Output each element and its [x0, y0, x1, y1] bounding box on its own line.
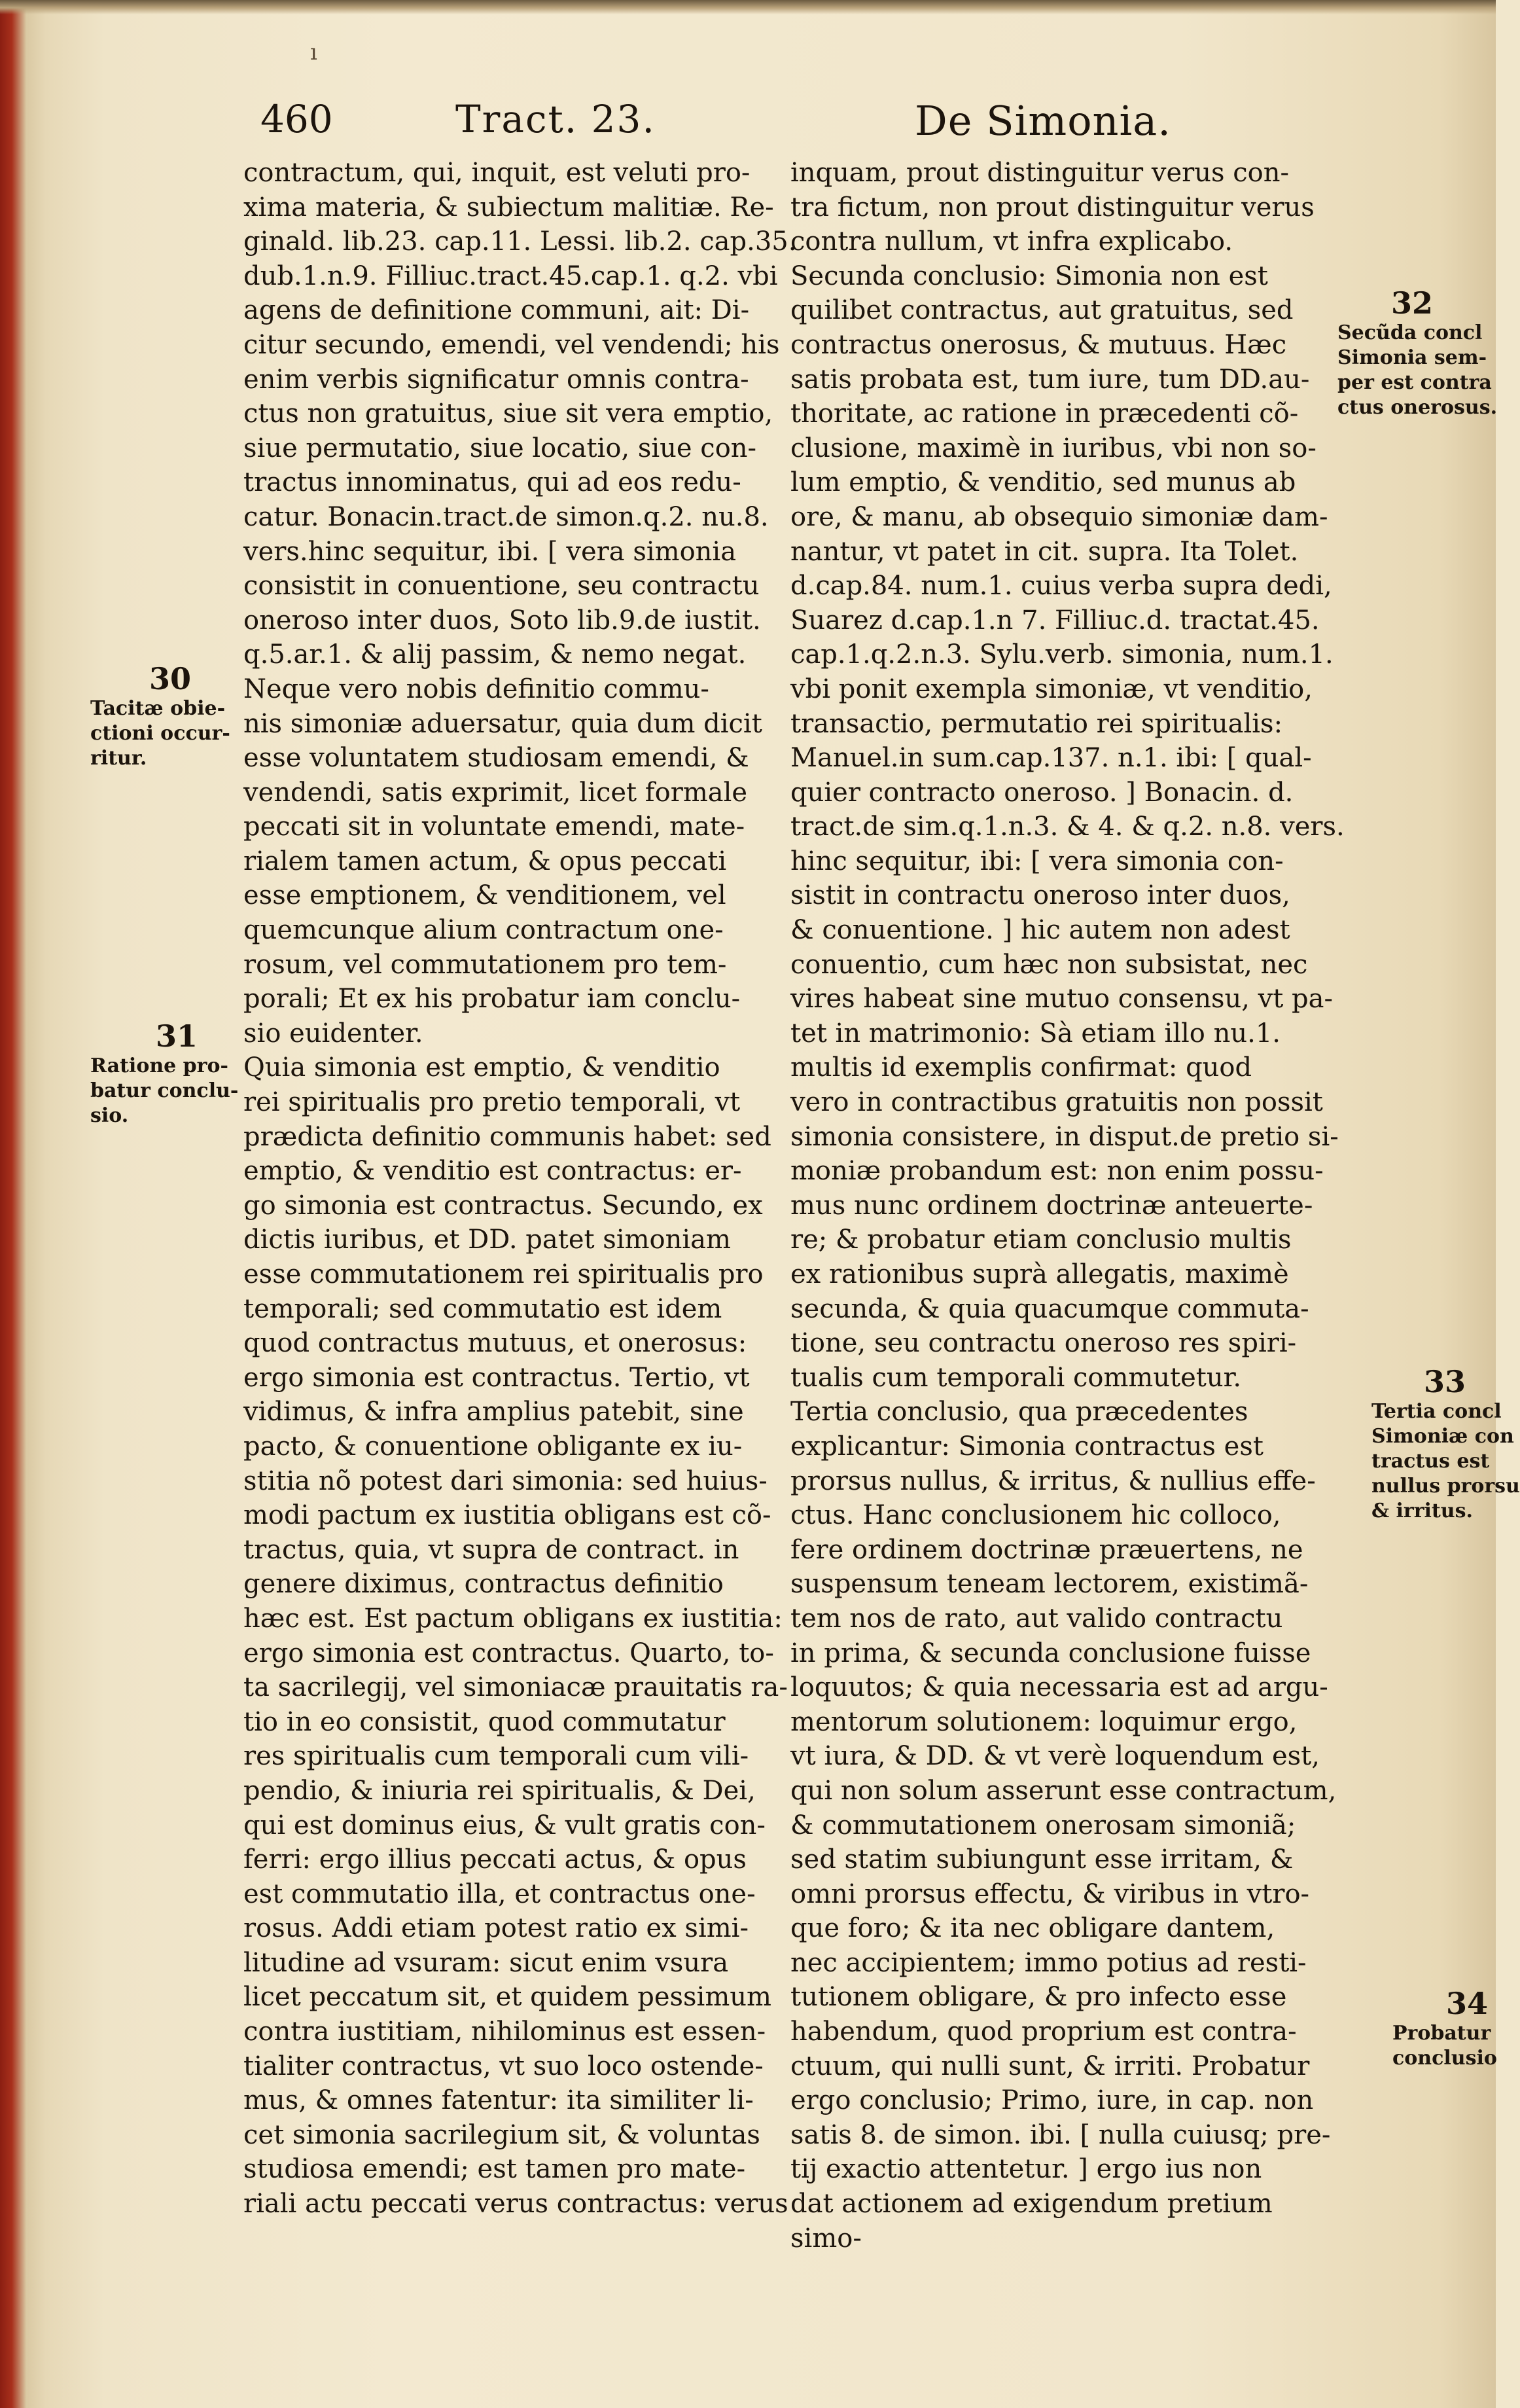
text-line: que foro; & ita nec obligare dantem, — [790, 1913, 1275, 1944]
margin-note-line: batur conclu- — [90, 1079, 239, 1102]
right-text-column — [790, 156, 1371, 2255]
margin-note-line: Simoniæ con — [1371, 1425, 1514, 1448]
margin-note-line: Tertia concl — [1371, 1400, 1502, 1423]
margin-note-34 — [1392, 1986, 1497, 2071]
text-line: tualis cum temporali commutetur. — [790, 1362, 1242, 1393]
text-line: vidimus, & infra amplius patebit, sine — [243, 1397, 744, 1428]
text-line: modi pactum ex iustitia obligans est cõ- — [243, 1500, 771, 1531]
text-line: tra fictum, non prout distinguitur verus — [790, 192, 1315, 223]
text-line: temporali; sed commutatio est idem — [243, 1293, 722, 1324]
text-line: tij exactio attentetur. ] ergo ius non — [790, 2154, 1262, 2185]
text-line: q.5.ar.1. & alij passim, & nemo negat. — [243, 639, 747, 670]
margin-note-line: Ratione pro- — [90, 1054, 228, 1077]
margin-note-line: conclusio — [1392, 2047, 1497, 2070]
text-line: ergo simonia est contractus. Quarto, to- — [243, 1638, 774, 1668]
text-line: qui non solum asserunt esse contractum, — [790, 1775, 1337, 1806]
red-page-edge — [0, 0, 26, 2408]
text-line: ferri: ergo illius peccati actus, & opus — [243, 1844, 747, 1875]
text-line: inquam, prout distinguitur verus con- — [790, 158, 1290, 188]
margin-note-number: 33 — [1424, 1364, 1466, 1399]
text-line: ergo simonia est contractus. Tertio, vt — [243, 1362, 750, 1393]
text-line: mus nunc ordinem doctrinæ anteuerte- — [790, 1190, 1313, 1221]
text-line: pacto, & conuentione obligante ex iu- — [243, 1431, 743, 1462]
text-line: omni prorsus effectu, & viribus in vtro- — [790, 1878, 1310, 1909]
margin-note-line: nullus prorsu — [1371, 1475, 1520, 1498]
text-line: multis id exemplis confirmat: quod — [790, 1052, 1252, 1083]
text-line: contra nullum, vt infra explicabo. — [790, 226, 1233, 257]
text-line: dat actionem ad exigendum pretium — [790, 2189, 1273, 2219]
text-line: siue permutatio, siue locatio, siue con- — [243, 433, 757, 463]
text-line: vbi ponit exempla simoniæ, vt venditio, — [790, 674, 1313, 704]
text-line: & commutationem onerosam simoniã; — [790, 1810, 1296, 1841]
text-line: simo- — [790, 2223, 862, 2254]
text-line: contractum, qui, inquit, est veluti pro- — [243, 158, 751, 188]
text-line: enim verbis significatur omnis contra- — [243, 364, 749, 395]
text-line: Tertia conclusio, qua præcedentes — [790, 1397, 1248, 1428]
page-header — [0, 97, 1496, 156]
text-line: vendendi, satis exprimit, licet formale — [243, 777, 748, 808]
text-line: clusione, maximè in iuribus, vbi non so- — [790, 433, 1317, 463]
text-line: sio euidenter. — [243, 1018, 423, 1049]
text-line: satis probata est, tum iure, tum DD.au- — [790, 364, 1310, 395]
left-text-column — [243, 156, 819, 2221]
text-line: re; & probatur etiam conclusio multis — [790, 1225, 1292, 1255]
margin-note-line: ctus onerosus. — [1337, 396, 1498, 419]
text-line: suspensum teneam lectorem, existimã- — [790, 1569, 1309, 1600]
text-line: licet peccatum sit, et quidem pessimum — [243, 1982, 771, 2013]
text-line: Suarez d.cap.1.n 7. Filliuc.d. tractat.45. — [790, 605, 1320, 636]
running-head-tract: Tract. 23. — [455, 97, 656, 141]
margin-note-line: Simonia sem- — [1337, 346, 1487, 369]
text-line: stitia nõ potest dari simonia: sed huius- — [243, 1465, 768, 1496]
margin-note-30 — [90, 661, 230, 771]
text-line: ergo conclusio; Primo, iure, in cap. non — [790, 2085, 1314, 2116]
text-line: tract.de sim.q.1.n.3. & 4. & q.2. n.8. vers. — [790, 812, 1345, 842]
text-line: contra iustitiam, nihilominus est essen- — [243, 2017, 766, 2047]
text-line: rialem tamen actum, & opus peccati — [243, 846, 727, 876]
text-line: habendum, quod proprium est contra- — [790, 2017, 1297, 2047]
text-line: prorsus nullus, & irritus, & nullius effe- — [790, 1465, 1316, 1496]
text-line: tutionem obligare, & pro infecto esse — [790, 1982, 1287, 2013]
text-line: contractus onerosus, & mutuus. Hæc — [790, 329, 1287, 360]
text-line: tet in matrimonio: Sà etiam illo nu.1. — [790, 1018, 1281, 1049]
text-line: consistit in conuentione, seu contractu — [243, 571, 760, 602]
running-head-title: De Simonia. — [915, 97, 1171, 145]
page-number: 460 — [260, 97, 333, 141]
text-line: ctuum, qui nulli sunt, & irriti. Probatur — [790, 2051, 1310, 2081]
text-line: vires habeat sine mutuo consensu, vt pa- — [790, 984, 1334, 1015]
text-line: Manuel.in sum.cap.137. n.1. ibi: [ qual- — [790, 743, 1312, 774]
text-line: tractus, quia, vt supra de contract. in — [243, 1534, 739, 1565]
text-line: nec accipientem; immo potius ad resti- — [790, 1947, 1307, 1978]
margin-note-32 — [1337, 285, 1497, 420]
text-line: thoritate, ac ratione in præcedenti cõ- — [790, 399, 1299, 429]
text-line: rosum, vel commutationem pro tem- — [243, 949, 727, 980]
top-page-edge — [0, 0, 1496, 14]
text-line: d.cap.84. num.1. cuius verba supra dedi, — [790, 571, 1332, 602]
text-line: vero in contractibus gratuitis non possit — [790, 1087, 1323, 1118]
text-line: go simonia est contractus. Secundo, ex — [243, 1190, 763, 1221]
margin-note-31 — [90, 1018, 238, 1128]
text-line: rosus. Addi etiam potest ratio ex simi- — [243, 1913, 749, 1944]
text-line: peccati sit in voluntate emendi, mate- — [243, 812, 745, 842]
margin-note-line: Tacitæ obie- — [90, 697, 226, 720]
text-line: mus, & omnes fatentur: ita similiter li- — [243, 2085, 754, 2116]
text-line: tractus innominatus, qui ad eos redu- — [243, 467, 741, 498]
text-line: riali actu peccati verus contractus: verus — [243, 2189, 788, 2219]
text-line: quier contracto oneroso. ] Bonacin. d. — [790, 777, 1294, 808]
text-line: sed statim subiungunt esse irritam, & — [790, 1844, 1294, 1875]
text-line: esse commutationem rei spiritualis pro — [243, 1259, 764, 1289]
text-line: esse emptionem, & venditionem, vel — [243, 880, 726, 911]
text-line: ex rationibus suprà allegatis, maximè — [790, 1259, 1289, 1289]
text-line: dub.1.n.9. Filliuc.tract.45.cap.1. q.2. vbi — [243, 261, 778, 291]
text-line: tialiter contractus, vt suo loco ostende- — [243, 2051, 764, 2081]
margin-note-line: Probatur — [1392, 2022, 1491, 2045]
text-line: Secunda conclusio: Simonia non est — [790, 261, 1268, 291]
text-line: ctus. Hanc conclusionem hic colloco, — [790, 1500, 1281, 1531]
text-line: mentorum solutionem: loquimur ergo, — [790, 1706, 1298, 1737]
margin-note-line: ritur. — [90, 747, 147, 770]
text-line: res spiritualis cum temporali cum vili- — [243, 1741, 749, 1772]
text-line: pendio, & iniuria rei spiritualis, & Dei, — [243, 1775, 756, 1806]
text-line: moniæ probandum est: non enim possu- — [790, 1156, 1324, 1187]
text-line: hæc est. Est pactum obligans ex iustitia: — [243, 1603, 783, 1634]
text-line: ginald. lib.23. cap.11. Lessi. lib.2. cap.35. — [243, 226, 797, 257]
text-line: emptio, & venditio est contractus: er- — [243, 1156, 742, 1187]
text-line: quilibet contractus, aut gratuitus, sed — [790, 295, 1294, 326]
text-line: Neque vero nobis definitio commu- — [243, 674, 709, 704]
text-line: vt iura, & DD. & vt verè loquendum est, — [790, 1741, 1320, 1772]
text-line: ore, & manu, ab obsequio simoniæ dam- — [790, 501, 1328, 532]
text-line: cap.1.q.2.n.3. Sylu.verb. simonia, num.1. — [790, 639, 1334, 670]
text-line: esse voluntatem studiosam emendi, & — [243, 743, 749, 774]
margin-note-33 — [1371, 1364, 1520, 1524]
text-line: xima materia, & subiectum malitiæ. Re- — [243, 192, 774, 223]
margin-note-line: sio. — [90, 1104, 129, 1127]
margin-note-line: per est contra — [1337, 371, 1492, 394]
text-line: in prima, & secunda conclusione fuisse — [790, 1638, 1311, 1668]
margin-note-line: Secũda concl — [1337, 321, 1483, 344]
margin-note-number: 31 — [156, 1018, 198, 1054]
text-line: tione, seu contractu oneroso res spiri- — [790, 1328, 1297, 1359]
text-line: cet simonia sacrilegium sit, & voluntas — [243, 2119, 760, 2150]
text-line: nantur, vt patet in cit. supra. Ita Tolet. — [790, 536, 1299, 567]
text-line: secunda, & quia quacumque commuta- — [790, 1293, 1309, 1324]
text-line: prædicta definitio communis habet: sed — [243, 1121, 771, 1152]
text-line: transactio, permutatio rei spiritualis: — [790, 708, 1283, 739]
text-line: lum emptio, & venditio, sed munus ab — [790, 467, 1296, 498]
text-line: sistit in contractu oneroso inter duos, — [790, 880, 1290, 911]
text-line: quod contractus mutuus, et onerosus: — [243, 1328, 747, 1359]
text-line: simonia consistere, in disput.de pretio si- — [790, 1121, 1339, 1152]
ink-tick-mark: ı — [310, 39, 317, 65]
margin-note-line: ctioni occur- — [90, 722, 230, 745]
text-line: tio in eo consistit, quod commutatur — [243, 1706, 726, 1737]
text-line: rei spiritualis pro pretio temporali, vt — [243, 1087, 741, 1118]
text-line: qui est dominus eius, & vult gratis con- — [243, 1810, 766, 1841]
text-line: loquutos; & quia necessaria est ad argu- — [790, 1672, 1328, 1703]
text-line: litudine ad vsuram: sicut enim vsura — [243, 1947, 729, 1978]
text-line: hinc sequitur, ibi: [ vera simonia con- — [790, 846, 1284, 876]
margin-note-number: 34 — [1446, 1986, 1489, 2021]
text-line: nis simoniæ aduersatur, quia dum dicit — [243, 708, 762, 739]
margin-note-line: tractus est — [1371, 1450, 1490, 1473]
text-line: satis 8. de simon. ibi. [ nulla cuiusq; pre- — [790, 2119, 1331, 2150]
text-line: catur. Bonacin.tract.de simon.q.2. nu.8. — [243, 501, 769, 532]
text-line: agens de definitione communi, ait: Di- — [243, 295, 750, 326]
text-line: explicantur: Simonia contractus est — [790, 1431, 1264, 1462]
text-line: citur secundo, emendi, vel vendendi; his — [243, 329, 780, 360]
text-line: & conuentione. ] hic autem non adest — [790, 915, 1290, 946]
text-line: conuentio, cum hæc non subsistat, nec — [790, 949, 1308, 980]
text-line: fere ordinem doctrinæ præuertens, ne — [790, 1534, 1303, 1565]
text-line: vers.hinc sequitur, ibi. [ vera simonia — [243, 536, 737, 567]
text-line: porali; Et ex his probatur iam conclu- — [243, 984, 741, 1015]
text-line: est commutatio illa, et contractus one- — [243, 1878, 756, 1909]
text-line: ta sacrilegij, vel simoniacæ prauitatis ra- — [243, 1672, 788, 1703]
margin-note-number: 32 — [1391, 285, 1434, 321]
text-line: dictis iuribus, et DD. patet simoniam — [243, 1225, 731, 1255]
text-line: oneroso inter duos, Soto lib.9.de iustit. — [243, 605, 761, 636]
text-line: studiosa emendi; est tamen pro mate- — [243, 2154, 746, 2185]
text-line: ctus non gratuitus, siue sit vera emptio, — [243, 399, 773, 429]
text-line: quemcunque alium contractum one- — [243, 915, 724, 946]
text-line: Quia simonia est emptio, & venditio — [243, 1052, 720, 1083]
margin-note-number: 30 — [149, 661, 192, 696]
text-line: genere diximus, contractus definitio — [243, 1569, 724, 1600]
text-line: tem nos de rato, aut valido contractu — [790, 1603, 1283, 1634]
margin-note-line: & irritus. — [1371, 1500, 1473, 1522]
